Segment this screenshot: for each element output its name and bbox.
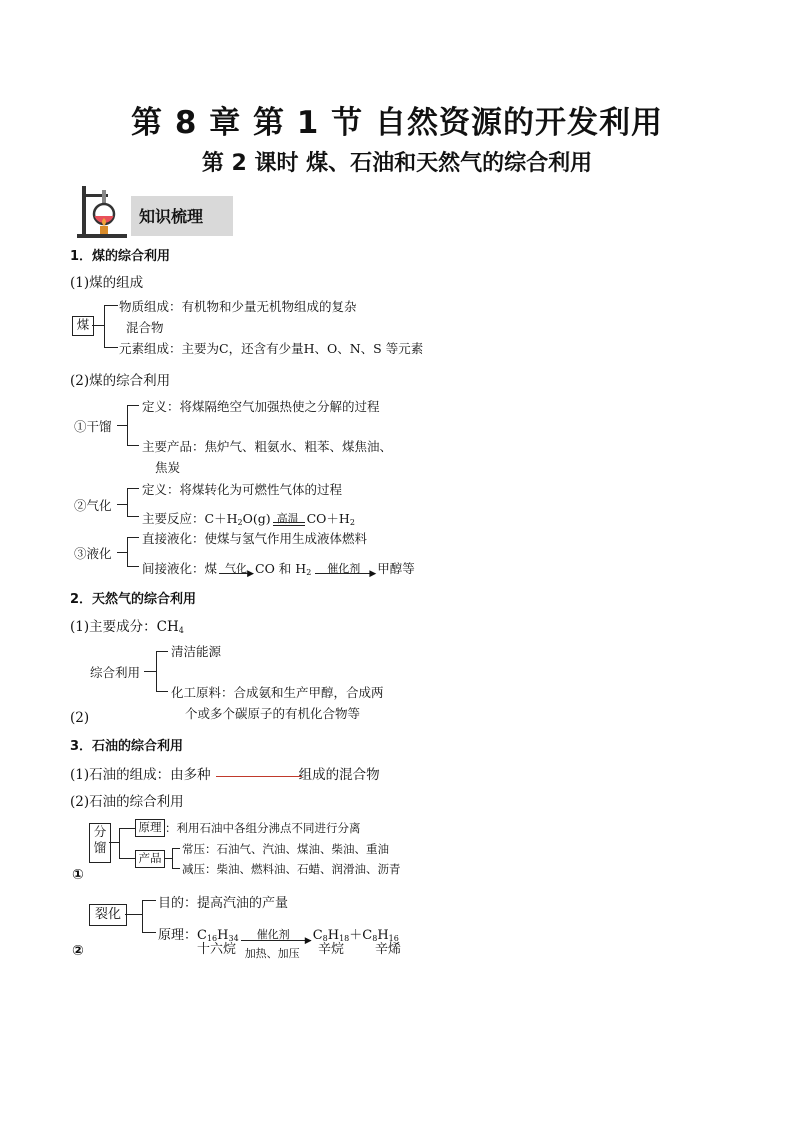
coal-composition-title: (1)煤的组成 <box>70 275 144 291</box>
atmospheric-products: 常压：石油气、汽油、煤油、柴油、重油 <box>182 842 389 856</box>
coal-material-line1: 物质组成：有机物和少量无机物组成的复杂 <box>119 299 357 314</box>
section-3-heading: 3．石油的综合利用 <box>70 739 184 754</box>
fractional-principle-text: ：利用石油中各组分沸点不同进行分离 <box>165 821 361 835</box>
chemical-feedstock-line2: 个或多个碳原子的有机化合物等 <box>185 706 361 721</box>
coal-material-line2: 混合物 <box>126 320 164 335</box>
page-title: 第 8 章 第 1 节 自然资源的开发利用 <box>131 105 663 141</box>
dry-distillation-definition: 定义：将煤隔绝空气加强热使之分解的过程 <box>142 399 380 414</box>
principle-box: 原理 <box>135 819 165 837</box>
comprehensive-use-label: 综合利用 <box>90 665 141 680</box>
indirect-liquefaction: 间接液化：煤 气化 ▶ CO 和 $H_2$ 催化剂 ▶ 甲醇等 <box>142 561 415 579</box>
coal-element-line: 元素组成：主要为C，还含有少量H、O、N、S 等元素 <box>119 341 424 356</box>
heat-pressure-condition: 加热、加压 <box>244 947 300 960</box>
octene-label: 辛烯 <box>375 942 402 957</box>
coal-box: 煤 <box>72 316 94 336</box>
catalyst-condition: 催化剂 <box>256 928 290 941</box>
gasification-label: ②气化 <box>74 498 112 513</box>
dry-distillation-products-line2: 焦炭 <box>155 460 181 475</box>
coal-utilization-title: (2)煤的综合利用 <box>70 373 171 389</box>
cracking-principle: 原理：$C_{16}H_{34}$ 催化剂 ▶ 加热、加压 $C_8H_{18}+C_8H_{16}$ <box>158 928 399 960</box>
item-2-circle-marker: ② <box>72 943 84 959</box>
direct-liquefaction: 直接液化：使煤与氢气作用生成液体燃料 <box>142 531 368 546</box>
octane-label: 辛烷 <box>318 942 345 957</box>
item-1-marker: ① <box>72 867 84 883</box>
lab-apparatus-icon <box>74 180 132 240</box>
products-box: 产品 <box>135 850 165 868</box>
fractional-distillation-box: 分 馏 <box>89 823 111 863</box>
section-badge: 知识梳理 <box>131 196 233 236</box>
cracking-box: 裂化 <box>89 904 127 926</box>
high-temp-condition: 高温 <box>276 512 299 525</box>
dry-distillation-label: ①干馏 <box>74 419 112 434</box>
gasification-reaction: 主要反应：$C+H_2O(g)$ 高温 $CO+H_2$ <box>142 511 355 527</box>
natural-gas-main-component: (1)主要成分：$CH_4$ <box>70 619 184 635</box>
vacuum-products: 减压：柴油、燃料油、石蜡、润滑油、沥青 <box>182 862 401 876</box>
cracking-goal: 目的：提高汽油的产量 <box>158 896 289 911</box>
clean-energy: 清洁能源 <box>171 644 222 659</box>
petroleum-utilization-title: (2)石油的综合利用 <box>70 794 184 810</box>
liquefaction-label: ③液化 <box>74 546 112 561</box>
gasification-definition: 定义：将煤转化为可燃性气体的过程 <box>142 482 343 497</box>
section-2-heading: 2．天然气的综合利用 <box>70 592 197 607</box>
petroleum-composition: (1)石油的组成：由多种 组成的混合物 <box>70 767 380 783</box>
page-subtitle: 第 2 课时 煤、石油和天然气的综合利用 <box>201 151 593 176</box>
section-1-heading: 1．煤的综合利用 <box>70 249 171 264</box>
hexadecane-label: 十六烷 <box>197 942 237 957</box>
answer-blank[interactable] <box>216 776 302 777</box>
chemical-feedstock-line1: 化工原料：合成氨和生产甲醇，合成两 <box>171 685 384 700</box>
item-2-marker: (2) <box>70 710 90 726</box>
dry-distillation-products-line1: 主要产品：焦炉气、粗氨水、粗苯、煤焦油、 <box>142 439 393 454</box>
